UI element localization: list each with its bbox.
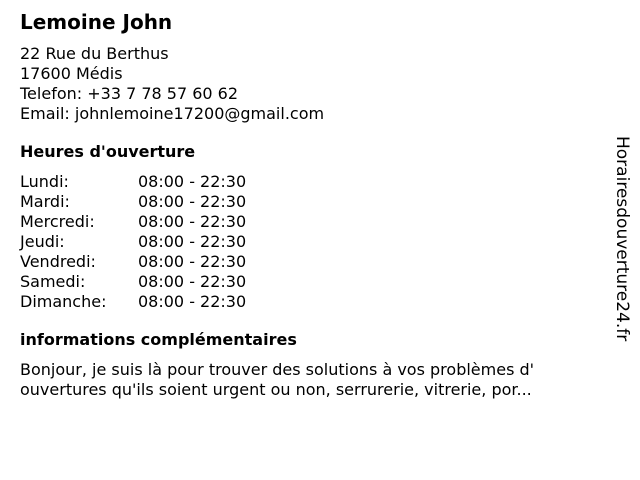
hours-time: 08:00 - 22:30 (138, 192, 247, 211)
hours-row-wednesday (20, 212, 600, 232)
hours-day: Jeudi: (20, 232, 65, 251)
phone-line: Telefon: +33 7 78 57 60 62 (20, 84, 239, 103)
hours-row-monday (20, 172, 600, 192)
hours-row-tuesday (20, 192, 600, 212)
hours-day: Samedi: (20, 272, 86, 291)
hours-table (20, 172, 600, 312)
contact-block (20, 44, 600, 124)
business-name: Lemoine John (20, 10, 173, 34)
hours-row-friday (20, 252, 600, 272)
hours-day: Lundi: (20, 172, 69, 191)
hours-time: 08:00 - 22:30 (138, 252, 247, 271)
email-line: Email: johnlemoine17200@gmail.com (20, 104, 325, 123)
info-heading: informations complémentaires (20, 330, 297, 349)
hours-time: 08:00 - 22:30 (138, 272, 247, 291)
info-description: Bonjour, je suis là pour trouver des solutions à vos problèmes d' ouvertures qu'ils soient urgent ou non, serrurerie, vitrerie, por... (20, 360, 535, 399)
address-street: 22 Rue du Berthus (20, 44, 169, 63)
hours-time: 08:00 - 22:30 (138, 292, 247, 311)
hours-heading: Heures d'ouverture (20, 142, 196, 161)
site-watermark: Horairesdouverture24.fr (612, 136, 632, 342)
hours-day: Vendredi: (20, 252, 96, 271)
hours-row-saturday (20, 272, 600, 292)
hours-day: Mardi: (20, 192, 70, 211)
hours-time: 08:00 - 22:30 (138, 232, 247, 251)
hours-time: 08:00 - 22:30 (138, 172, 247, 191)
hours-time: 08:00 - 22:30 (138, 212, 247, 231)
hours-row-sunday (20, 292, 600, 312)
hours-row-thursday (20, 232, 600, 252)
address-city: 17600 Médis (20, 64, 123, 83)
hours-day: Mercredi: (20, 212, 95, 231)
hours-day: Dimanche: (20, 292, 107, 311)
business-card (20, 10, 600, 400)
